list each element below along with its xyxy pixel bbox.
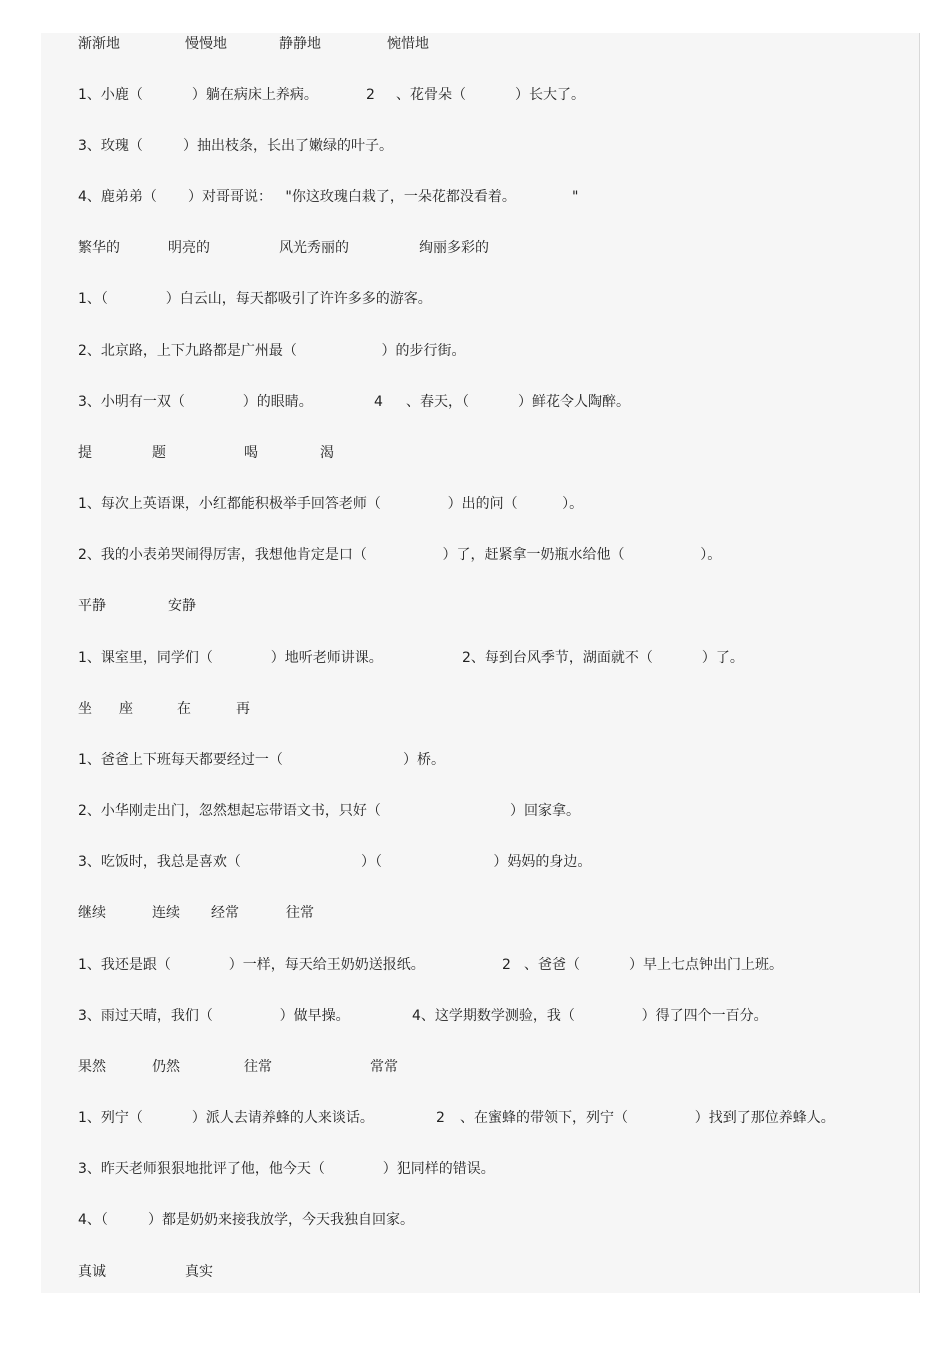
- exercise-line: [78, 340, 466, 362]
- word-option: 坐: [78, 701, 92, 717]
- word-option: 在: [177, 701, 191, 717]
- exercise-line: [78, 1005, 768, 1027]
- word-option: 喝: [244, 445, 258, 461]
- exercise-line: [78, 800, 580, 822]
- exercise-text: 4、这学期数学测验，我（ ）得了四个一百分。: [412, 1008, 768, 1024]
- word-bank-line: [78, 237, 489, 259]
- exercise-line: [78, 84, 585, 106]
- word-option: 真实: [185, 1264, 213, 1280]
- exercise-text: 、爸爸（ ）早上七点钟出门上班。: [524, 957, 783, 973]
- exercise-text: 1、课室里，同学们（ ）地听老师讲课。: [78, 650, 383, 666]
- word-bank-line: [78, 1056, 398, 1078]
- word-option: 惋惜地: [387, 36, 429, 52]
- word-bank-line: [78, 442, 334, 464]
- word-option: 安静: [168, 598, 196, 614]
- exercise-text: 2、北京路，上下九路都是广州最（ ）的步行街。: [78, 343, 466, 359]
- word-option: 经常: [211, 905, 239, 921]
- exercise-text: 1、小鹿（ ）躺在病床上养病。: [78, 87, 318, 103]
- word-bank-line: [78, 698, 250, 720]
- exercise-number: 2: [436, 1110, 445, 1126]
- word-option: 渴: [320, 445, 334, 461]
- exercise-text: 3、吃饭时，我总是喜欢（ ）（ ）妈妈的身边。: [78, 854, 592, 870]
- word-bank-line: [78, 595, 196, 617]
- exercise-line: [78, 647, 744, 669]
- word-option: 明亮的: [168, 240, 210, 256]
- word-bank-line: [78, 1261, 213, 1283]
- exercise-line: [78, 1107, 835, 1129]
- word-option: 慢慢地: [185, 36, 227, 52]
- word-option: 常常: [370, 1059, 398, 1075]
- word-bank-line: [78, 902, 314, 924]
- word-option: 平静: [78, 598, 106, 614]
- exercise-text: 1、我还是跟（ ）一样，每天给王奶奶送报纸。: [78, 957, 425, 973]
- exercise-text: 2、每到台风季节，湖面就不（ ）了。: [462, 650, 744, 666]
- exercise-line: [78, 1209, 414, 1231]
- word-option: 渐渐地: [78, 36, 120, 52]
- exercise-line: [78, 391, 630, 413]
- word-option: 继续: [78, 905, 106, 921]
- word-option: 真诚: [78, 1264, 106, 1280]
- exercise-text: 、花骨朵（ ）长大了。: [396, 87, 585, 103]
- exercise-line: [78, 135, 393, 157]
- exercise-line: [78, 1158, 495, 1180]
- word-option: 往常: [244, 1059, 272, 1075]
- exercise-line: [78, 186, 579, 208]
- word-option: 座: [119, 701, 133, 717]
- exercise-text: 2、我的小表弟哭闹得厉害，我想他肯定是口（ ）了，赶紧拿一奶瓶水给他（ ）。: [78, 547, 722, 563]
- exercise-text: 3、雨过天晴，我们（ ）做早操。: [78, 1008, 350, 1024]
- exercise-line: [78, 851, 592, 873]
- word-option: 往常: [286, 905, 314, 921]
- exercise-number: 4: [374, 394, 383, 410]
- exercise-text: 1、列宁（ ）派人去请养蜂的人来谈话。: [78, 1110, 374, 1126]
- word-option: 静静地: [279, 36, 321, 52]
- word-option: 再: [236, 701, 250, 717]
- exercise-text: 、春天，（ ）鲜花令人陶醉。: [406, 394, 630, 410]
- exercise-line: [78, 493, 584, 515]
- closing-quote: ": [572, 189, 579, 205]
- exercise-text: 2、小华刚走出门，忽然想起忘带语文书，只好（ ）回家拿。: [78, 803, 580, 819]
- word-bank-line: [78, 33, 429, 55]
- word-option: 连续: [152, 905, 180, 921]
- exercise-text: 4、（ ）都是奶奶来接我放学，今天我独自回家。: [78, 1212, 414, 1228]
- exercise-text: 3、小明有一双（ ）的眼睛。: [78, 394, 313, 410]
- exercise-line: [78, 954, 783, 976]
- exercise-text: 1、每次上英语课，小红都能积极举手回答老师（ ）出的问（ ）。: [78, 496, 584, 512]
- word-option: 题: [152, 445, 166, 461]
- exercise-text: 、在蜜蜂的带领下，列宁（ ）找到了那位养蜂人。: [460, 1110, 835, 1126]
- word-option: 仍然: [152, 1059, 180, 1075]
- word-option: 风光秀丽的: [279, 240, 349, 256]
- exercise-number: 2: [502, 957, 511, 973]
- word-option: 繁华的: [78, 240, 120, 256]
- word-option: 果然: [78, 1059, 106, 1075]
- word-option: 提: [78, 445, 92, 461]
- exercise-text: 1、爸爸上下班每天都要经过一（ ）桥。: [78, 752, 446, 768]
- exercise-text: 4、鹿弟弟（ ）对哥哥说： "你这玫瑰白栽了，一朵花都没看着。: [78, 189, 516, 205]
- exercise-number: 2: [366, 87, 375, 103]
- exercise-line: [78, 288, 432, 310]
- exercise-line: [78, 544, 722, 566]
- exercise-text: 3、玫瑰（ ）抽出枝条，长出了嫩绿的叶子。: [78, 138, 393, 154]
- exercise-text: 1、（ ）白云山，每天都吸引了许许多多的游客。: [78, 291, 432, 307]
- exercise-text: 3、昨天老师狠狠地批评了他，他今天（ ）犯同样的错误。: [78, 1161, 495, 1177]
- word-option: 绚丽多彩的: [419, 240, 489, 256]
- exercise-line: [78, 749, 446, 771]
